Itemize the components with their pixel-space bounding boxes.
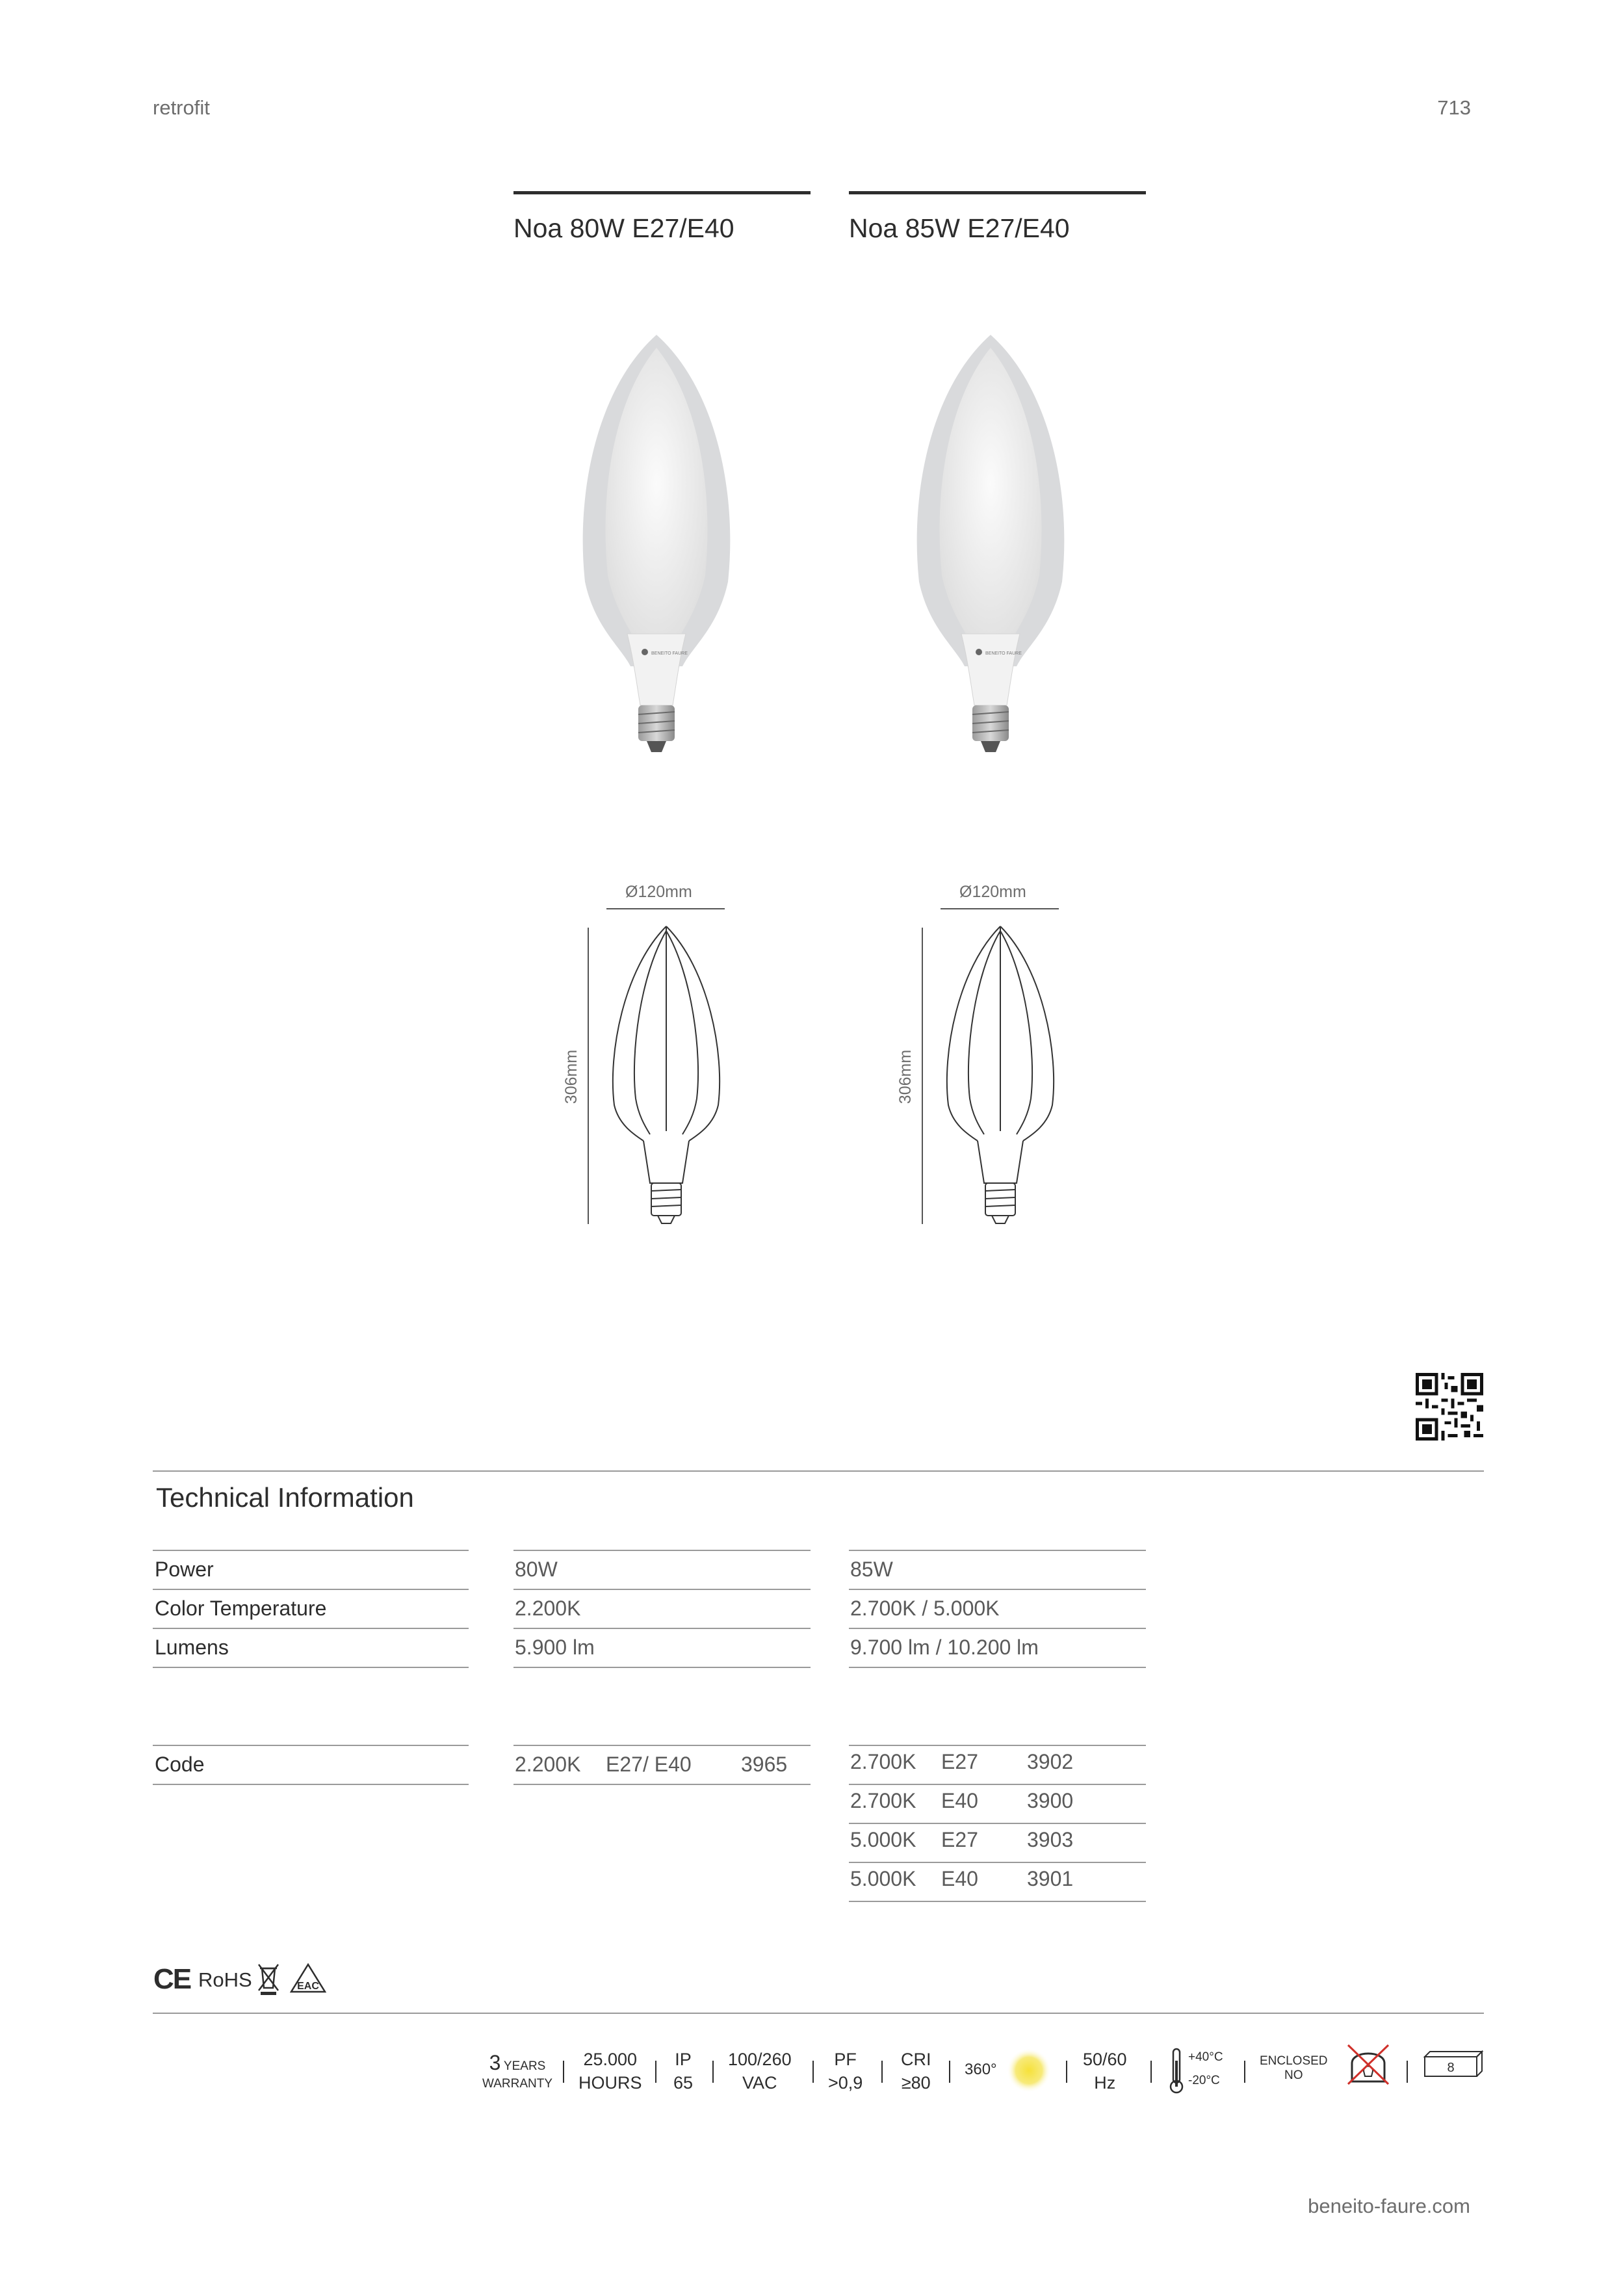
product-1-height: 306mm: [562, 1049, 581, 1104]
product-2-color-temperature: 2.700K / 5.000K: [850, 1597, 1000, 1620]
product-2-code-temp: 2.700K: [850, 1750, 916, 1773]
beam-angle-spec: 360°: [965, 2061, 997, 2078]
product-1-lumens: 5.900 lm: [515, 1636, 595, 1659]
product-2-photo: [893, 322, 1088, 764]
product-2-diameter-line: [941, 908, 1059, 909]
section-label: retrofit: [153, 96, 210, 119]
product-2-code-base: E40: [941, 1867, 978, 1890]
rohs-mark: RoHS: [198, 1968, 252, 1991]
warranty-spec: 3 YEARS WARRANTY: [482, 2051, 553, 2091]
thermometer-icon: [1169, 2048, 1184, 2094]
product-1-photo: [559, 322, 754, 764]
product-2-power: 85W: [850, 1558, 893, 1581]
tech-section-title: Technical Information: [156, 1482, 414, 1513]
qr-code[interactable]: [1416, 1373, 1483, 1441]
product-1-code: 3965: [741, 1753, 788, 1776]
product-2-rule: [849, 191, 1146, 194]
box-quantity: 8: [1447, 2061, 1455, 2075]
product-2-brand-mark: BENEITO FAURE: [985, 651, 1022, 656]
frequency-spec: 50/60 Hz: [1083, 2050, 1127, 2093]
ce-mark: CE: [153, 1963, 191, 1995]
product-1-diameter: Ø120mm: [625, 883, 692, 901]
product-2-drawing: [939, 923, 1062, 1229]
product-2-code-temp: 5.000K: [850, 1867, 916, 1890]
eac-mark-icon: [290, 1963, 326, 1994]
product-1-color-temperature: 2.200K: [515, 1597, 581, 1620]
product-2-lumens: 9.700 lm / 10.200 lm: [850, 1636, 1039, 1659]
product-2-title: Noa 85W E27/E40: [849, 213, 1070, 243]
light-glow-icon: [1006, 2048, 1052, 2093]
product-2-height: 306mm: [896, 1049, 915, 1104]
temp-min: -20°C: [1188, 2074, 1220, 2087]
product-1-rule: [513, 191, 811, 194]
temp-max: +40°C: [1188, 2050, 1223, 2064]
website-link[interactable]: beneito-faure.com: [1308, 2195, 1470, 2217]
product-2-code-temp: 5.000K: [850, 1828, 916, 1851]
box-quantity-icon: [1422, 2048, 1485, 2079]
product-1-brand-mark: BENEITO FAURE: [651, 651, 688, 656]
product-2-code: 3901: [1027, 1867, 1074, 1890]
enclosed-luminaire-icon: [1345, 2041, 1391, 2087]
product-1-title: Noa 80W E27/E40: [513, 213, 734, 243]
product-2-code-base: E27: [941, 1828, 978, 1851]
product-1-code-base: E27/ E40: [606, 1753, 692, 1776]
row-label-lumens: Lumens: [155, 1636, 229, 1659]
product-2-code: 3900: [1027, 1789, 1074, 1812]
power-factor-spec: PF >0,9: [828, 2050, 863, 2093]
row-label-code: Code: [155, 1753, 205, 1776]
product-1-diameter-line: [606, 908, 725, 909]
product-2-code: 3903: [1027, 1828, 1074, 1851]
product-2-code-base: E40: [941, 1789, 978, 1812]
weee-bin-icon: [257, 1962, 280, 1996]
ip-rating-spec: IP 65: [673, 2050, 694, 2093]
product-1-height-line: [588, 928, 589, 1224]
lifetime-hours-spec: 25.000 HOURS: [578, 2050, 642, 2093]
voltage-spec: 100/260 VAC: [728, 2050, 792, 2093]
product-2-height-line: [922, 928, 923, 1224]
tech-section-rule: [153, 1470, 1484, 1472]
row-label-power: Power: [155, 1558, 214, 1581]
page-number: 713: [1437, 96, 1471, 119]
enclosed-spec: ENCLOSED NO: [1260, 2054, 1328, 2082]
specs-rule: [153, 2013, 1484, 2014]
product-2-code-temp: 2.700K: [850, 1789, 916, 1812]
product-1-power: 80W: [515, 1558, 558, 1581]
svg-text:EAC: EAC: [297, 1981, 319, 1992]
row-label-color-temperature: Color Temperature: [155, 1597, 327, 1620]
cri-spec: CRI ≥80: [901, 2050, 931, 2093]
product-2-code: 3902: [1027, 1750, 1074, 1773]
product-2-diameter: Ø120mm: [959, 883, 1026, 901]
product-2-code-base: E27: [941, 1750, 978, 1773]
product-1-drawing: [604, 923, 728, 1229]
product-1-code-temp: 2.200K: [515, 1753, 581, 1776]
